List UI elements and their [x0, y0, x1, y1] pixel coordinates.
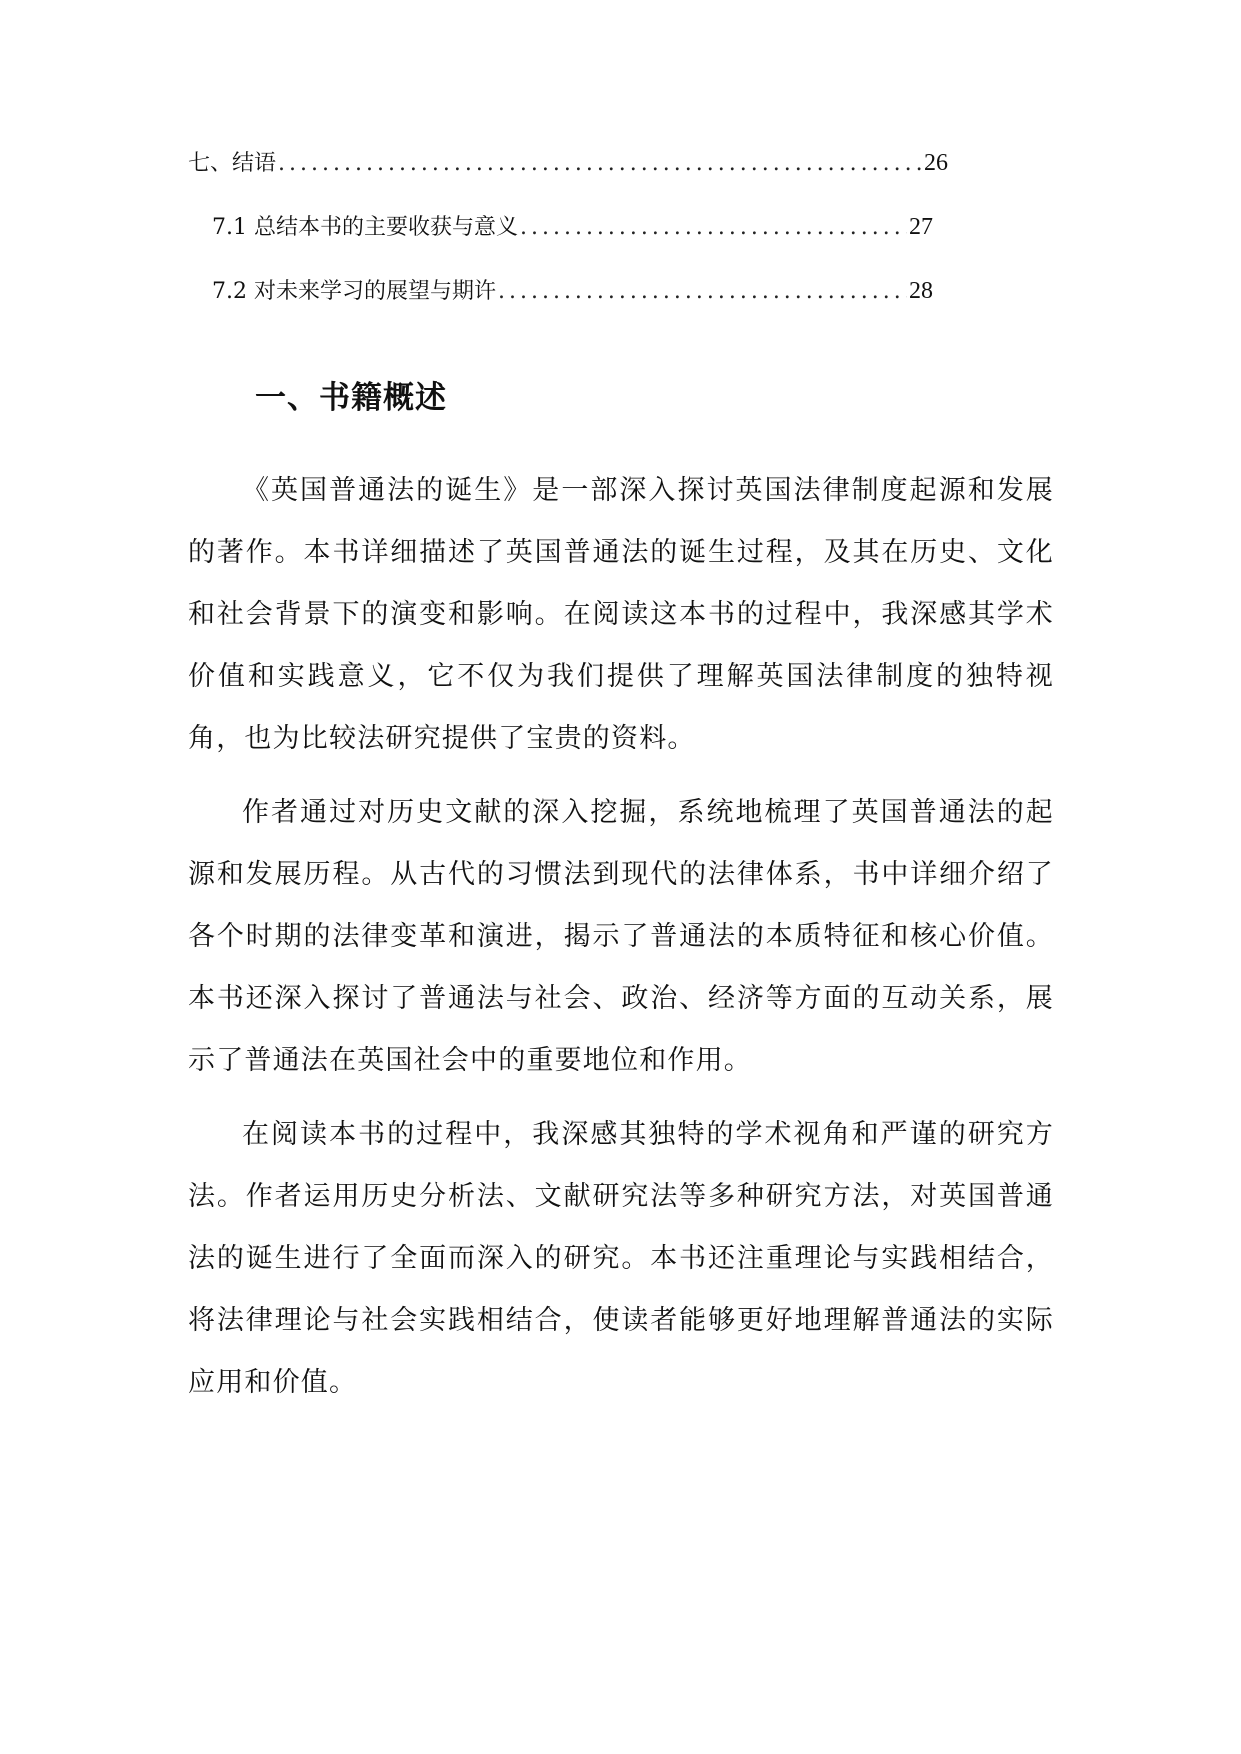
- toc-dot-leader: [278, 149, 922, 179]
- toc-entry-label: 7.1 总结本书的主要收获与意义: [212, 215, 518, 240]
- table-of-contents: [188, 148, 948, 340]
- body-paragraph: 作者通过对历史文献的深入挖掘，系统地梳理了英国普通法的起源和发展历程。从古代的习惯法到现代的法律体系，书中详细介绍了各个时期的法律变革和演进，揭示了普通法的本质特征和核心价值。本书还深入探讨了普通法与社会、政治、经济等方面的互动关系，展示了普通法在英国社会中的重要地位和作用。: [188, 797, 1054, 1076]
- toc-page-number: 26: [924, 150, 948, 176]
- toc-entry-label: 7.2 对未来学习的展望与期许: [212, 279, 496, 304]
- section-heading: 一、书籍概述: [255, 380, 447, 416]
- section-body: [188, 460, 1054, 1426]
- toc-entry[interactable]: [188, 276, 933, 340]
- body-paragraph: 《英国普通法的诞生》是一部深入探讨英国法律制度起源和发展的著作。本书详细描述了英国普通法的诞生过程，及其在历史、文化和社会背景下的演变和影响。在阅读这本书的过程中，我深感其学术价值和实践意义，它不仅为我们提供了理解英国法律制度的独特视角，也为比较法研究提供了宝贵的资料。: [188, 475, 1054, 754]
- body-paragraph: 在阅读本书的过程中，我深感其独特的学术视角和严谨的研究方法。作者运用历史分析法、文献研究法等多种研究方法，对英国普通法的诞生进行了全面而深入的研究。本书还注重理论与实践相结合，将法律理论与社会实践相结合，使读者能够更好地理解普通法的实际应用和价值。: [188, 1119, 1054, 1398]
- toc-entry-label: 七、结语: [188, 151, 277, 176]
- toc-page-number: 28: [909, 278, 933, 304]
- toc-dot-leader: [498, 277, 907, 307]
- toc-dot-leader: [520, 213, 907, 243]
- toc-entry[interactable]: [188, 212, 933, 276]
- toc-page-number: 27: [909, 214, 933, 240]
- toc-entry[interactable]: [188, 148, 948, 212]
